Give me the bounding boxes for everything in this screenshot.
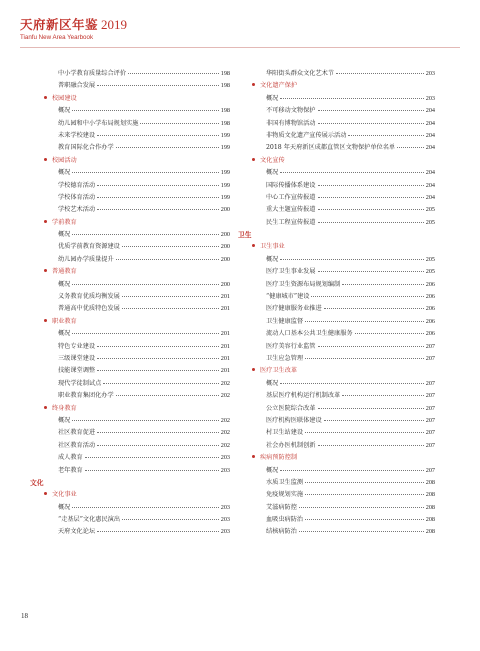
toc-entry [252, 353, 435, 365]
toc-entry-title: 教育国际化合作办学 [58, 144, 114, 152]
toc-entry-page: 201 [220, 330, 230, 338]
dot-leader [318, 346, 424, 347]
dot-leader [122, 296, 219, 297]
toc-entry [252, 328, 435, 340]
toc-entry-title: 公立医院综合改革 [266, 404, 316, 412]
dot-leader [72, 507, 218, 508]
toc-entry-title: 概况 [266, 255, 279, 263]
dot-leader [318, 408, 424, 409]
toc-section-title: 文化宣传 [260, 156, 285, 164]
toc-entry [252, 440, 435, 452]
toc-entry-page: 200 [220, 255, 230, 263]
toc-entry-title: 华阳街头群众文化艺术节 [266, 70, 335, 77]
dot-leader [97, 346, 219, 347]
toc-entry-title: “走基层”文化惠民演出 [58, 516, 121, 524]
dot-leader [280, 470, 423, 471]
dot-leader [318, 110, 424, 111]
toc-entry [252, 415, 435, 427]
toc-entry [252, 254, 435, 266]
toc-chapter-title: 卫生 [238, 231, 252, 240]
toc-section-title: 学前教育 [52, 218, 77, 226]
bullet-icon [252, 455, 255, 458]
toc-entry-title: 学校德育活动 [58, 181, 96, 189]
toc-entry-page: 204 [425, 144, 435, 152]
dot-leader [342, 395, 423, 396]
bullet-icon [252, 83, 255, 86]
dot-leader [318, 271, 424, 272]
toc-entry-title: 幼儿园办学质量提升 [58, 255, 114, 263]
dot-leader [280, 259, 423, 260]
toc-entry-title: 中小学教育质量综合评价 [58, 70, 127, 77]
dot-leader [299, 507, 424, 508]
toc-entry-title: 三级课堂建设 [58, 354, 96, 362]
dot-leader [305, 494, 424, 495]
dot-leader [116, 259, 219, 260]
yearbook-year: 2019 [101, 17, 128, 32]
toc-entry [252, 118, 435, 130]
toc-entry [44, 180, 230, 192]
toc-entry [252, 130, 435, 142]
toc-entry-page: 208 [425, 478, 435, 486]
dot-leader [318, 185, 424, 186]
toc-entry [44, 204, 230, 216]
dot-leader [342, 284, 423, 285]
toc-section-heading [252, 452, 435, 464]
toc-section-heading [252, 80, 435, 92]
toc-entry-page: 203 [220, 516, 230, 524]
toc-entry-title: 村卫生站建设 [266, 429, 304, 437]
toc-entry-page: 206 [425, 317, 435, 325]
toc-entry-page: 206 [425, 330, 435, 338]
toc-entry [252, 489, 435, 501]
dot-leader [122, 308, 219, 309]
dot-leader [122, 246, 219, 247]
dot-leader [97, 358, 219, 359]
dot-leader [116, 395, 219, 396]
dot-leader [305, 519, 424, 520]
toc-entry-title: 中心工作宣传报道 [266, 193, 316, 201]
toc-entry [44, 130, 230, 142]
toc-entry-title: 2018 年天府新区成都直管区文物保护单位名单 [266, 144, 396, 152]
toc-entry-page: 201 [220, 293, 230, 301]
toc-entry-page: 203 [425, 94, 435, 102]
dot-leader [97, 209, 219, 210]
toc-entry [44, 465, 230, 477]
toc-entry [44, 241, 230, 253]
toc-entry [44, 452, 230, 464]
toc-entry [44, 365, 230, 377]
dot-leader [305, 432, 424, 433]
dot-leader [72, 420, 218, 421]
dot-leader [280, 383, 423, 384]
toc-left-column [30, 68, 232, 539]
toc-section-heading [44, 266, 230, 278]
dot-leader [97, 85, 219, 86]
dot-leader [280, 172, 423, 173]
toc-entry-title: 卫生健康监督 [266, 317, 304, 325]
toc-entry-page: 207 [425, 392, 435, 400]
toc-entry [252, 142, 435, 154]
toc-entry-page: 206 [425, 305, 435, 313]
toc-entry [44, 192, 230, 204]
header-divider [20, 47, 460, 48]
dot-leader [97, 197, 219, 198]
toc-entry [252, 465, 435, 477]
dot-leader [72, 110, 218, 111]
toc-entry-page: 201 [220, 367, 230, 375]
toc-entry [44, 118, 230, 130]
toc-entry-page: 198 [220, 70, 230, 77]
dot-leader [318, 222, 424, 223]
toc-entry-title: 不可移动文物保护 [266, 107, 316, 115]
dot-leader [311, 296, 423, 297]
toc-entry [44, 427, 230, 439]
toc-entry-page: 206 [425, 293, 435, 301]
toc-entry-title: 概况 [58, 416, 71, 424]
toc-entry-page: 207 [425, 466, 435, 474]
dot-leader [348, 135, 423, 136]
toc-entry-page: 207 [425, 441, 435, 449]
toc-entry-title: 未来学校建设 [58, 131, 96, 139]
toc-entry [44, 440, 230, 452]
toc-entry-title: 职业教育集团化办学 [58, 392, 114, 400]
dot-leader [122, 519, 219, 520]
dot-leader [116, 147, 219, 148]
toc-section-heading [44, 316, 230, 328]
toc-entry [252, 217, 435, 229]
toc-entry-page: 200 [220, 243, 230, 251]
toc-entry-page: 199 [220, 169, 230, 177]
toc-section-heading [44, 155, 230, 167]
dot-leader [103, 383, 218, 384]
toc-entry [252, 167, 435, 179]
toc-section-title: 终身教育 [52, 404, 77, 412]
toc-section-heading [44, 489, 230, 501]
toc-entry [44, 291, 230, 303]
toc-entry-page: 198 [220, 119, 230, 127]
bullet-icon [44, 158, 47, 161]
toc-entry-page: 205 [425, 206, 435, 214]
toc-entry-page: 204 [425, 193, 435, 201]
toc-entry-page: 202 [220, 429, 230, 437]
toc-entry-title: 特色专业建设 [58, 342, 96, 350]
toc-entry [44, 229, 230, 241]
toc-entry-title: 血吸虫病防治 [266, 516, 304, 524]
bullet-icon [252, 368, 255, 371]
toc-entry-page: 203 [220, 466, 230, 474]
toc-entry-page: 205 [425, 268, 435, 276]
dot-leader [85, 457, 219, 458]
toc-entry [44, 415, 230, 427]
toc-entry [252, 502, 435, 514]
bullet-icon [44, 319, 47, 322]
toc-entry-title: 医疗机构医联体建设 [266, 416, 322, 424]
dot-leader [140, 123, 218, 124]
toc-entry-title: 概况 [58, 169, 71, 177]
toc-entry-title: 免疫规划实施 [266, 491, 304, 499]
toc-entry [252, 403, 435, 415]
toc-entry-title: 结核病防治 [266, 528, 297, 536]
toc-entry-title: 重大主题宣传报道 [266, 206, 316, 214]
toc-entry-title: 基层医疗机构运行机制改革 [266, 392, 341, 400]
toc-entry-title: 概况 [266, 94, 279, 102]
toc-entry-title: 医疗美容行业监管 [266, 342, 316, 350]
bullet-icon [44, 96, 47, 99]
toc-entry-page: 199 [220, 181, 230, 189]
toc-entry-title: 非物质文化遗产宣传展示活动 [266, 131, 347, 139]
toc-entry-page: 200 [220, 231, 230, 239]
bullet-icon [44, 406, 47, 409]
dot-leader [355, 333, 424, 334]
toc-entry [252, 105, 435, 117]
toc-entry [44, 167, 230, 179]
dot-leader [72, 172, 218, 173]
toc-section-title: 校园活动 [52, 156, 77, 164]
toc-entry [44, 514, 230, 526]
toc-entry-title: 民生工程宣传报道 [266, 218, 316, 226]
dot-leader [97, 370, 219, 371]
toc-section-title: 卫生事业 [260, 243, 285, 251]
dot-leader [85, 470, 219, 471]
toc-entry [252, 526, 435, 538]
dot-leader [336, 73, 424, 74]
toc-entry-page: 207 [425, 354, 435, 362]
dot-leader [318, 197, 424, 198]
yearbook-subtitle: Tianfu New Area Yearbook [20, 34, 94, 41]
toc-entry-title: 卫生应急管理 [266, 354, 304, 362]
toc-entry-title: 学校艺术活动 [58, 206, 96, 214]
toc-entry-title: 水质卫生监测 [266, 478, 304, 486]
toc-section-title: 疾病预防控制 [260, 454, 298, 462]
toc-entry [252, 93, 435, 105]
toc-entry-title: 概况 [58, 330, 71, 338]
yearbook-name: 天府新区年鉴 [20, 17, 99, 32]
toc-entry [44, 341, 230, 353]
toc-entry-page: 202 [220, 392, 230, 400]
toc-entry-title: 概况 [266, 379, 279, 387]
toc-entry-title: 老年教育 [58, 466, 83, 474]
toc-entry [252, 477, 435, 489]
toc-chapter-heading [238, 229, 421, 241]
toc-chapter-heading [30, 477, 216, 489]
toc-entry-page: 205 [425, 218, 435, 226]
toc-entry-title: 概况 [266, 169, 279, 177]
toc-section-heading [252, 155, 435, 167]
dot-leader [318, 209, 424, 210]
toc-entry-page: 199 [220, 131, 230, 139]
toc-entry [252, 291, 435, 303]
toc-entry-page: 204 [425, 181, 435, 189]
dot-leader [128, 73, 219, 74]
toc-entry-title: 普通高中优质特色发展 [58, 305, 120, 313]
toc-entry [252, 316, 435, 328]
toc-entry-title: “健康城市”建设 [266, 293, 310, 301]
toc-section-heading [252, 365, 435, 377]
toc-section-heading [252, 241, 435, 253]
toc-entry [252, 303, 435, 315]
toc-entry [44, 328, 230, 340]
toc-section-heading [44, 403, 230, 415]
dot-leader [324, 420, 424, 421]
toc-entry-page: 199 [220, 193, 230, 201]
toc-entry [252, 514, 435, 526]
toc-entry-title: 概况 [58, 107, 71, 115]
toc-entry-page: 200 [220, 206, 230, 214]
toc-entry-page: 200 [220, 280, 230, 288]
toc-entry-title: 流动人口基本公共卫生健康服务 [266, 330, 353, 338]
toc-entry-page: 201 [220, 354, 230, 362]
bullet-icon [44, 269, 47, 272]
toc-entry-title: 概况 [266, 466, 279, 474]
toc-entry-page: 207 [425, 342, 435, 350]
dot-leader [97, 531, 219, 532]
toc-entry [252, 192, 435, 204]
toc-entry-page: 203 [220, 503, 230, 511]
toc-entry-title: 概况 [58, 280, 71, 288]
bullet-icon [44, 220, 47, 223]
dot-leader [299, 531, 424, 532]
toc-entry-page: 202 [220, 416, 230, 424]
toc-entry-page: 203 [220, 528, 230, 536]
dot-leader [397, 147, 424, 148]
dot-leader [324, 308, 424, 309]
dot-leader [72, 234, 218, 235]
toc-entry-page: 204 [425, 131, 435, 139]
toc-entry [252, 266, 435, 278]
dot-leader [97, 432, 219, 433]
toc-entry-page: 203 [220, 454, 230, 462]
toc-entry [44, 390, 230, 402]
toc-entry-title: 普职融合发展 [58, 82, 96, 90]
dot-leader [72, 284, 218, 285]
toc-entry [44, 353, 230, 365]
toc-entry-title: 社会办医机制创新 [266, 441, 316, 449]
toc-entry [44, 378, 230, 390]
toc-entry-title: 现代学徒制试点 [58, 379, 102, 387]
toc-entry-title: 非国有博物馆活动 [266, 119, 316, 127]
toc-entry [44, 526, 230, 538]
toc-entry-title: 成人教育 [58, 454, 83, 462]
toc-entry [44, 502, 230, 514]
page-header [20, 14, 127, 41]
bullet-icon [44, 492, 47, 495]
toc-entry-page: 202 [220, 379, 230, 387]
toc-entry [252, 180, 435, 192]
toc-entry [44, 142, 230, 154]
toc-entry [44, 80, 230, 92]
toc-entry-page: 199 [220, 144, 230, 152]
dot-leader [280, 98, 423, 99]
toc-entry [252, 279, 435, 291]
toc-entry [44, 303, 230, 315]
toc-entry [44, 254, 230, 266]
toc-entry-title: 社区教育促进 [58, 429, 96, 437]
toc-entry [44, 279, 230, 291]
toc-chapter-title: 文化 [30, 478, 44, 487]
toc-entry-title: 艾滋病防控 [266, 503, 297, 511]
toc-entry-title: 天府文化论坛 [58, 528, 96, 536]
page-number: 18 [21, 612, 28, 620]
toc-entry-page: 208 [425, 491, 435, 499]
toc-section-title: 医疗卫生改革 [260, 367, 298, 375]
toc-entry [252, 378, 435, 390]
toc-entry [252, 341, 435, 353]
toc-entry-title: 义务教育优质均衡发展 [58, 293, 120, 301]
toc-entry-page: 207 [425, 379, 435, 387]
toc-entry-page: 207 [425, 416, 435, 424]
toc-entry-page: 208 [425, 516, 435, 524]
toc-entry-page: 207 [425, 429, 435, 437]
toc-entry-title: 概况 [58, 231, 71, 239]
toc-entry-title: 医疗健康服务业推进 [266, 305, 322, 313]
toc-entry [252, 427, 435, 439]
toc-entry-page: 204 [425, 169, 435, 177]
toc-entry-page: 203 [425, 70, 435, 77]
toc-section-title: 职业教育 [52, 317, 77, 325]
toc-entry [252, 204, 435, 216]
toc-entry [252, 68, 435, 80]
toc-entry-title: 医疗卫生资源布局规划编制 [266, 280, 341, 288]
toc-entry-title: 概况 [58, 503, 71, 511]
bullet-icon [252, 244, 255, 247]
dot-leader [97, 185, 219, 186]
toc-entry-page: 206 [425, 280, 435, 288]
dot-leader [97, 135, 219, 136]
toc-section-heading [44, 93, 230, 105]
dot-leader [318, 445, 424, 446]
toc-entry-page: 202 [220, 441, 230, 449]
toc-entry [44, 105, 230, 117]
toc-entry-title: 国际传播体系建设 [266, 181, 316, 189]
toc-entry-title: 幼儿园和中小学布局规划实施 [58, 119, 139, 127]
toc-entry-page: 198 [220, 82, 230, 90]
toc-section-heading [44, 217, 230, 229]
toc-section-title: 普通教育 [52, 268, 77, 276]
dot-leader [305, 482, 424, 483]
toc-entry-title: 医疗卫生事业发展 [266, 268, 316, 276]
toc-entry-title: 社区教育活动 [58, 441, 96, 449]
toc-entry-page: 208 [425, 503, 435, 511]
toc-entry-page: 204 [425, 119, 435, 127]
toc-entry-title: 优质学前教育资源建设 [58, 243, 120, 251]
toc-section-title: 文化事业 [52, 491, 77, 499]
toc-entry-page: 201 [220, 305, 230, 313]
toc-entry-page: 205 [425, 255, 435, 263]
toc-entry [252, 390, 435, 402]
toc-entry-page: 208 [425, 528, 435, 536]
toc-entry-page: 201 [220, 342, 230, 350]
dot-leader [97, 445, 219, 446]
toc-entry-title: 技能课堂调整 [58, 367, 96, 375]
toc-entry-page: 204 [425, 107, 435, 115]
toc-entry-title: 学校体育活动 [58, 193, 96, 201]
toc-entry-page: 198 [220, 107, 230, 115]
dot-leader [318, 123, 424, 124]
toc-entry-page: 207 [425, 404, 435, 412]
dot-leader [305, 321, 424, 322]
toc-section-title: 校园建设 [52, 94, 77, 102]
toc-right-column [238, 68, 440, 539]
toc-entry [44, 68, 230, 80]
toc-section-title: 文化遗产保护 [260, 82, 298, 90]
dot-leader [305, 358, 424, 359]
yearbook-title [20, 14, 127, 33]
bullet-icon [252, 158, 255, 161]
dot-leader [72, 333, 218, 334]
